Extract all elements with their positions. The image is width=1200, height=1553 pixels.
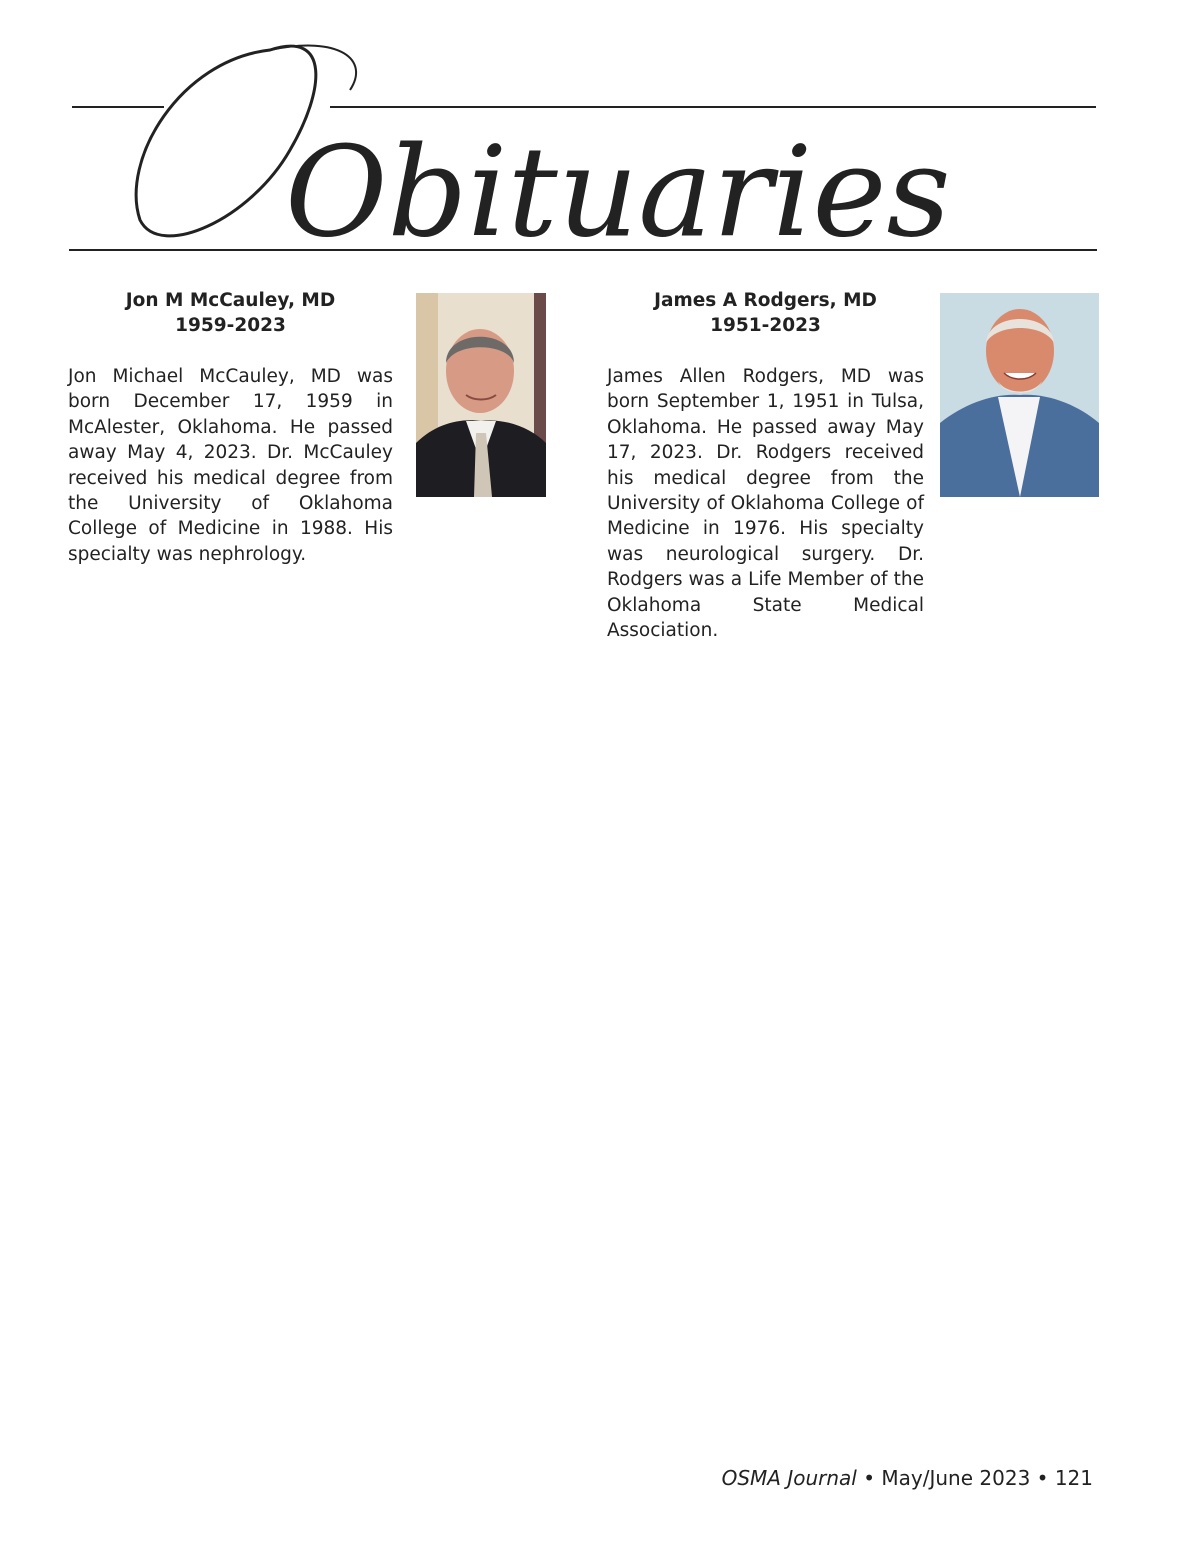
page-footer [722, 1466, 1093, 1490]
obituary-years: 1951-2023 [710, 315, 821, 336]
portrait-photo-rodgers [940, 293, 1099, 497]
footer-journal: OSMA Journal [721, 1466, 857, 1490]
footer-issue: May/June 2023 [881, 1466, 1031, 1490]
obituary-mccauley [68, 288, 393, 567]
section-title-text: Obituaries [285, 120, 951, 265]
obituary-body: Jon Michael McCauley, MD was born December 17, 1959 in McAlester, Oklahoma. He passed away May 4, 2023. Dr. McCauley received his medical degree from the University of Oklahoma College of Medicine in 1988. His specialty was nephrology. [68, 366, 393, 565]
title-o-flourish [270, 46, 356, 90]
section-title [120, 30, 951, 265]
footer-separator: • [863, 1466, 876, 1490]
obituary-years: 1959-2023 [175, 315, 286, 336]
footer-separator: • [1036, 1466, 1049, 1490]
section-title-script [120, 30, 951, 265]
obituary-rodgers [607, 288, 924, 643]
footer-page-number: 121 [1054, 1466, 1093, 1490]
portrait-photo-mccauley [416, 293, 546, 497]
obituary-name: Jon M McCauley, MD [125, 290, 336, 311]
obituary-name: James A Rodgers, MD [654, 290, 877, 311]
obituary-body: James Allen Rodgers, MD was born September 1, 1951 in Tulsa, Oklahoma. He passed away May 17, 2023. Dr. Rodgers received his medical degree from the University of Oklahoma College of Medicine in 1976. His specialty was neurological surgery. Dr. Rodgers was a Life Member of the Oklahoma State Medical Association. [607, 366, 924, 642]
